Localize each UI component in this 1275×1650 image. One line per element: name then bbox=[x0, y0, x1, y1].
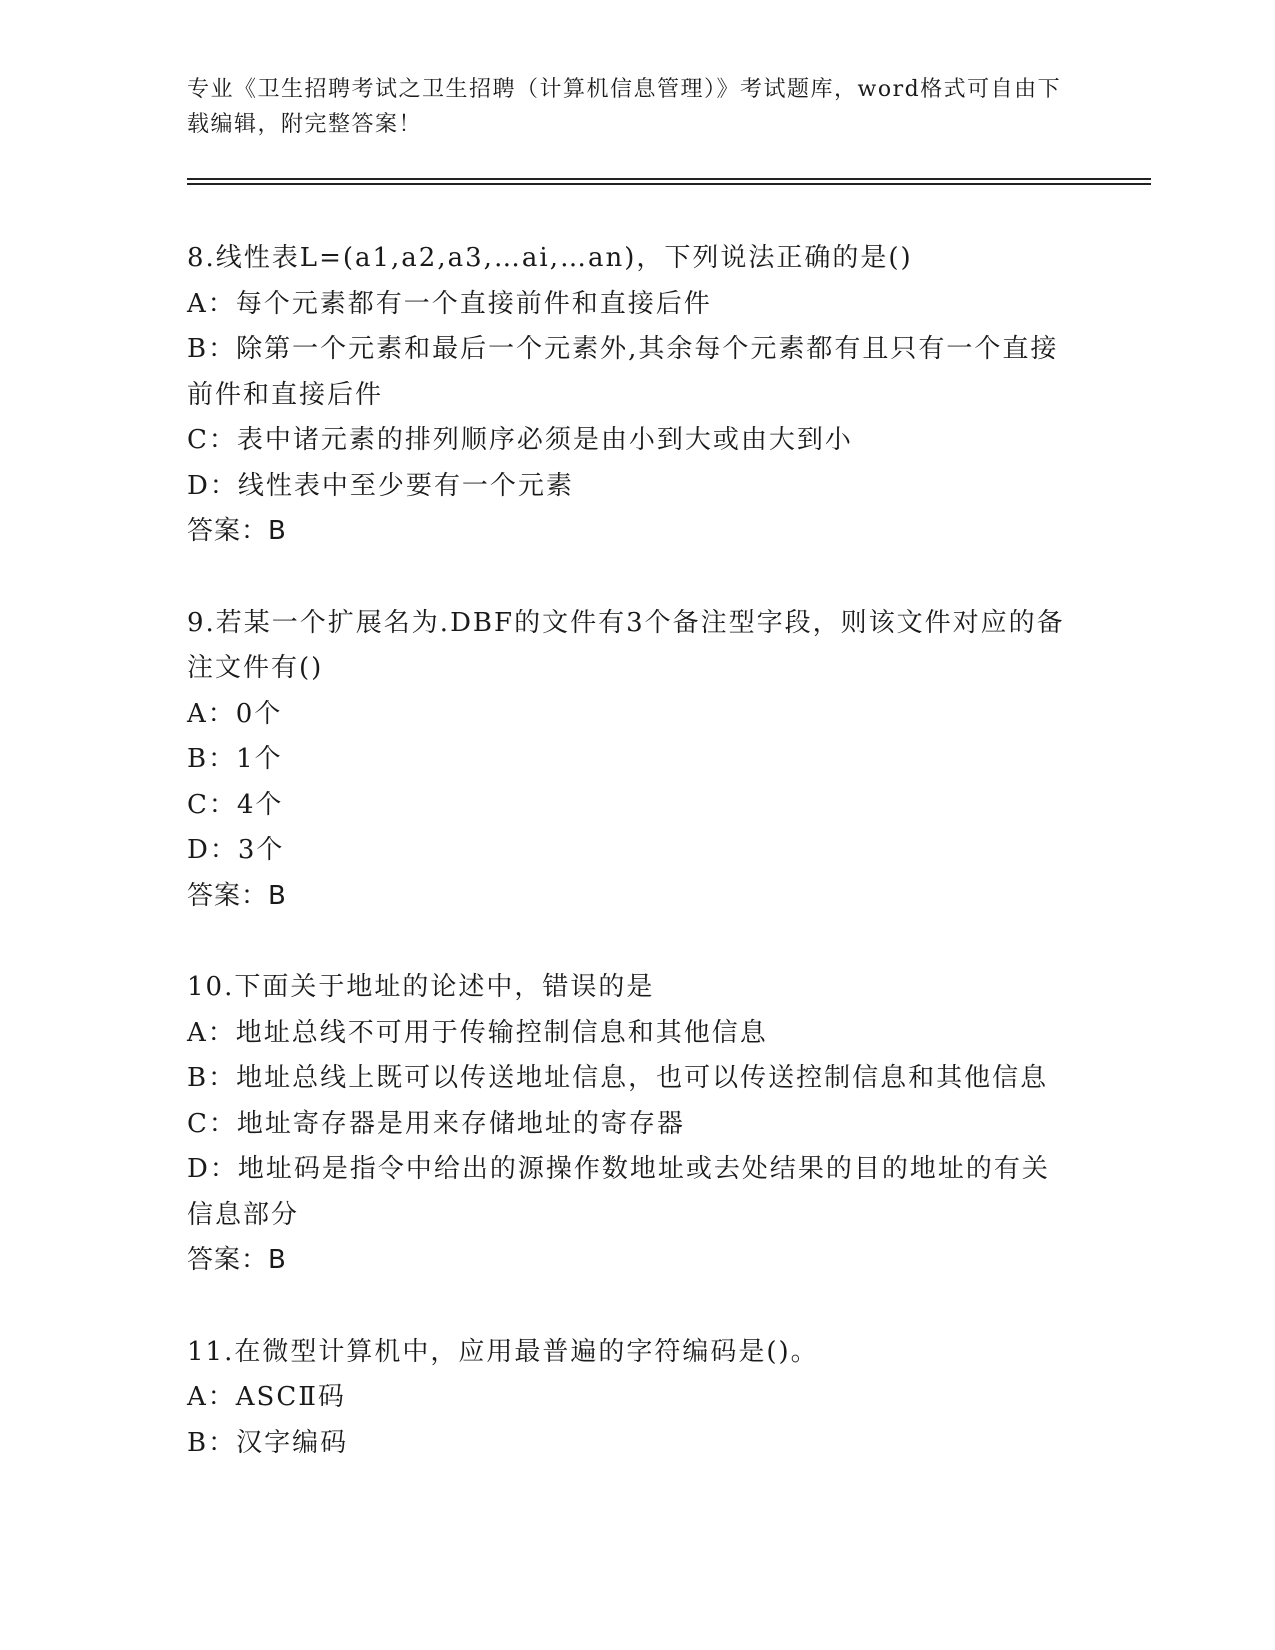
question-item bbox=[187, 601, 1067, 920]
answer-line: 答案：B bbox=[187, 1245, 287, 1275]
document-page bbox=[187, 0, 1147, 1650]
document-header: 专业《卫生招聘考试之卫生招聘（计算机信息管理）》考试题库，word格式可自由下载编辑，附完整答案！ bbox=[187, 77, 1062, 137]
option-d: D：地址码是指令中给出的源操作数地址或去处结果的目的地址的有关信息部分 bbox=[187, 1154, 1050, 1230]
option-d: D：线性表中至少要有一个元素 bbox=[187, 470, 574, 501]
option-a: A：0个 bbox=[187, 698, 283, 729]
question-list bbox=[187, 236, 1067, 1512]
question-item bbox=[187, 1330, 1067, 1467]
option-b: B：除第一个元素和最后一个元素外,其余每个元素都有且只有一个直接前件和直接后件 bbox=[187, 334, 1059, 410]
option-a: A：每个元素都有一个直接前件和直接后件 bbox=[187, 288, 712, 319]
header-divider-top bbox=[187, 178, 1151, 180]
question-stem: 9.若某一个扩展名为.DBF的文件有3个备注型字段，则该文件对应的备注文件有() bbox=[187, 607, 1065, 683]
option-d: D：3个 bbox=[187, 835, 285, 865]
option-c: C：表中诸元素的排列顺序必须是由小到大或由大到小 bbox=[187, 425, 853, 455]
option-a: A：ASCⅡ码 bbox=[187, 1382, 346, 1412]
option-b: B：汉字编码 bbox=[187, 1427, 349, 1458]
option-c: C：地址寄存器是用来存储地址的寄存器 bbox=[187, 1108, 685, 1139]
question-stem: 8.线性表L=(a1,a2,a3,…ai,…an)，下列说法正确的是() bbox=[187, 243, 913, 273]
question-stem: 11.在微型计算机中，应用最普遍的字符编码是()。 bbox=[187, 1336, 819, 1367]
question-item bbox=[187, 965, 1067, 1284]
option-b: B：地址总线上既可以传送地址信息，也可以传送控制信息和其他信息 bbox=[187, 1063, 1049, 1093]
header-divider-bottom bbox=[187, 183, 1151, 185]
option-c: C：4个 bbox=[187, 789, 284, 820]
question-item bbox=[187, 236, 1067, 555]
answer-line: 答案：B bbox=[187, 516, 287, 546]
option-b: B：1个 bbox=[187, 744, 283, 774]
question-stem: 10.下面关于地址的论述中，错误的是 bbox=[187, 972, 655, 1002]
option-a: A：地址总线不可用于传输控制信息和其他信息 bbox=[187, 1017, 768, 1048]
answer-line: 答案：B bbox=[187, 880, 287, 911]
